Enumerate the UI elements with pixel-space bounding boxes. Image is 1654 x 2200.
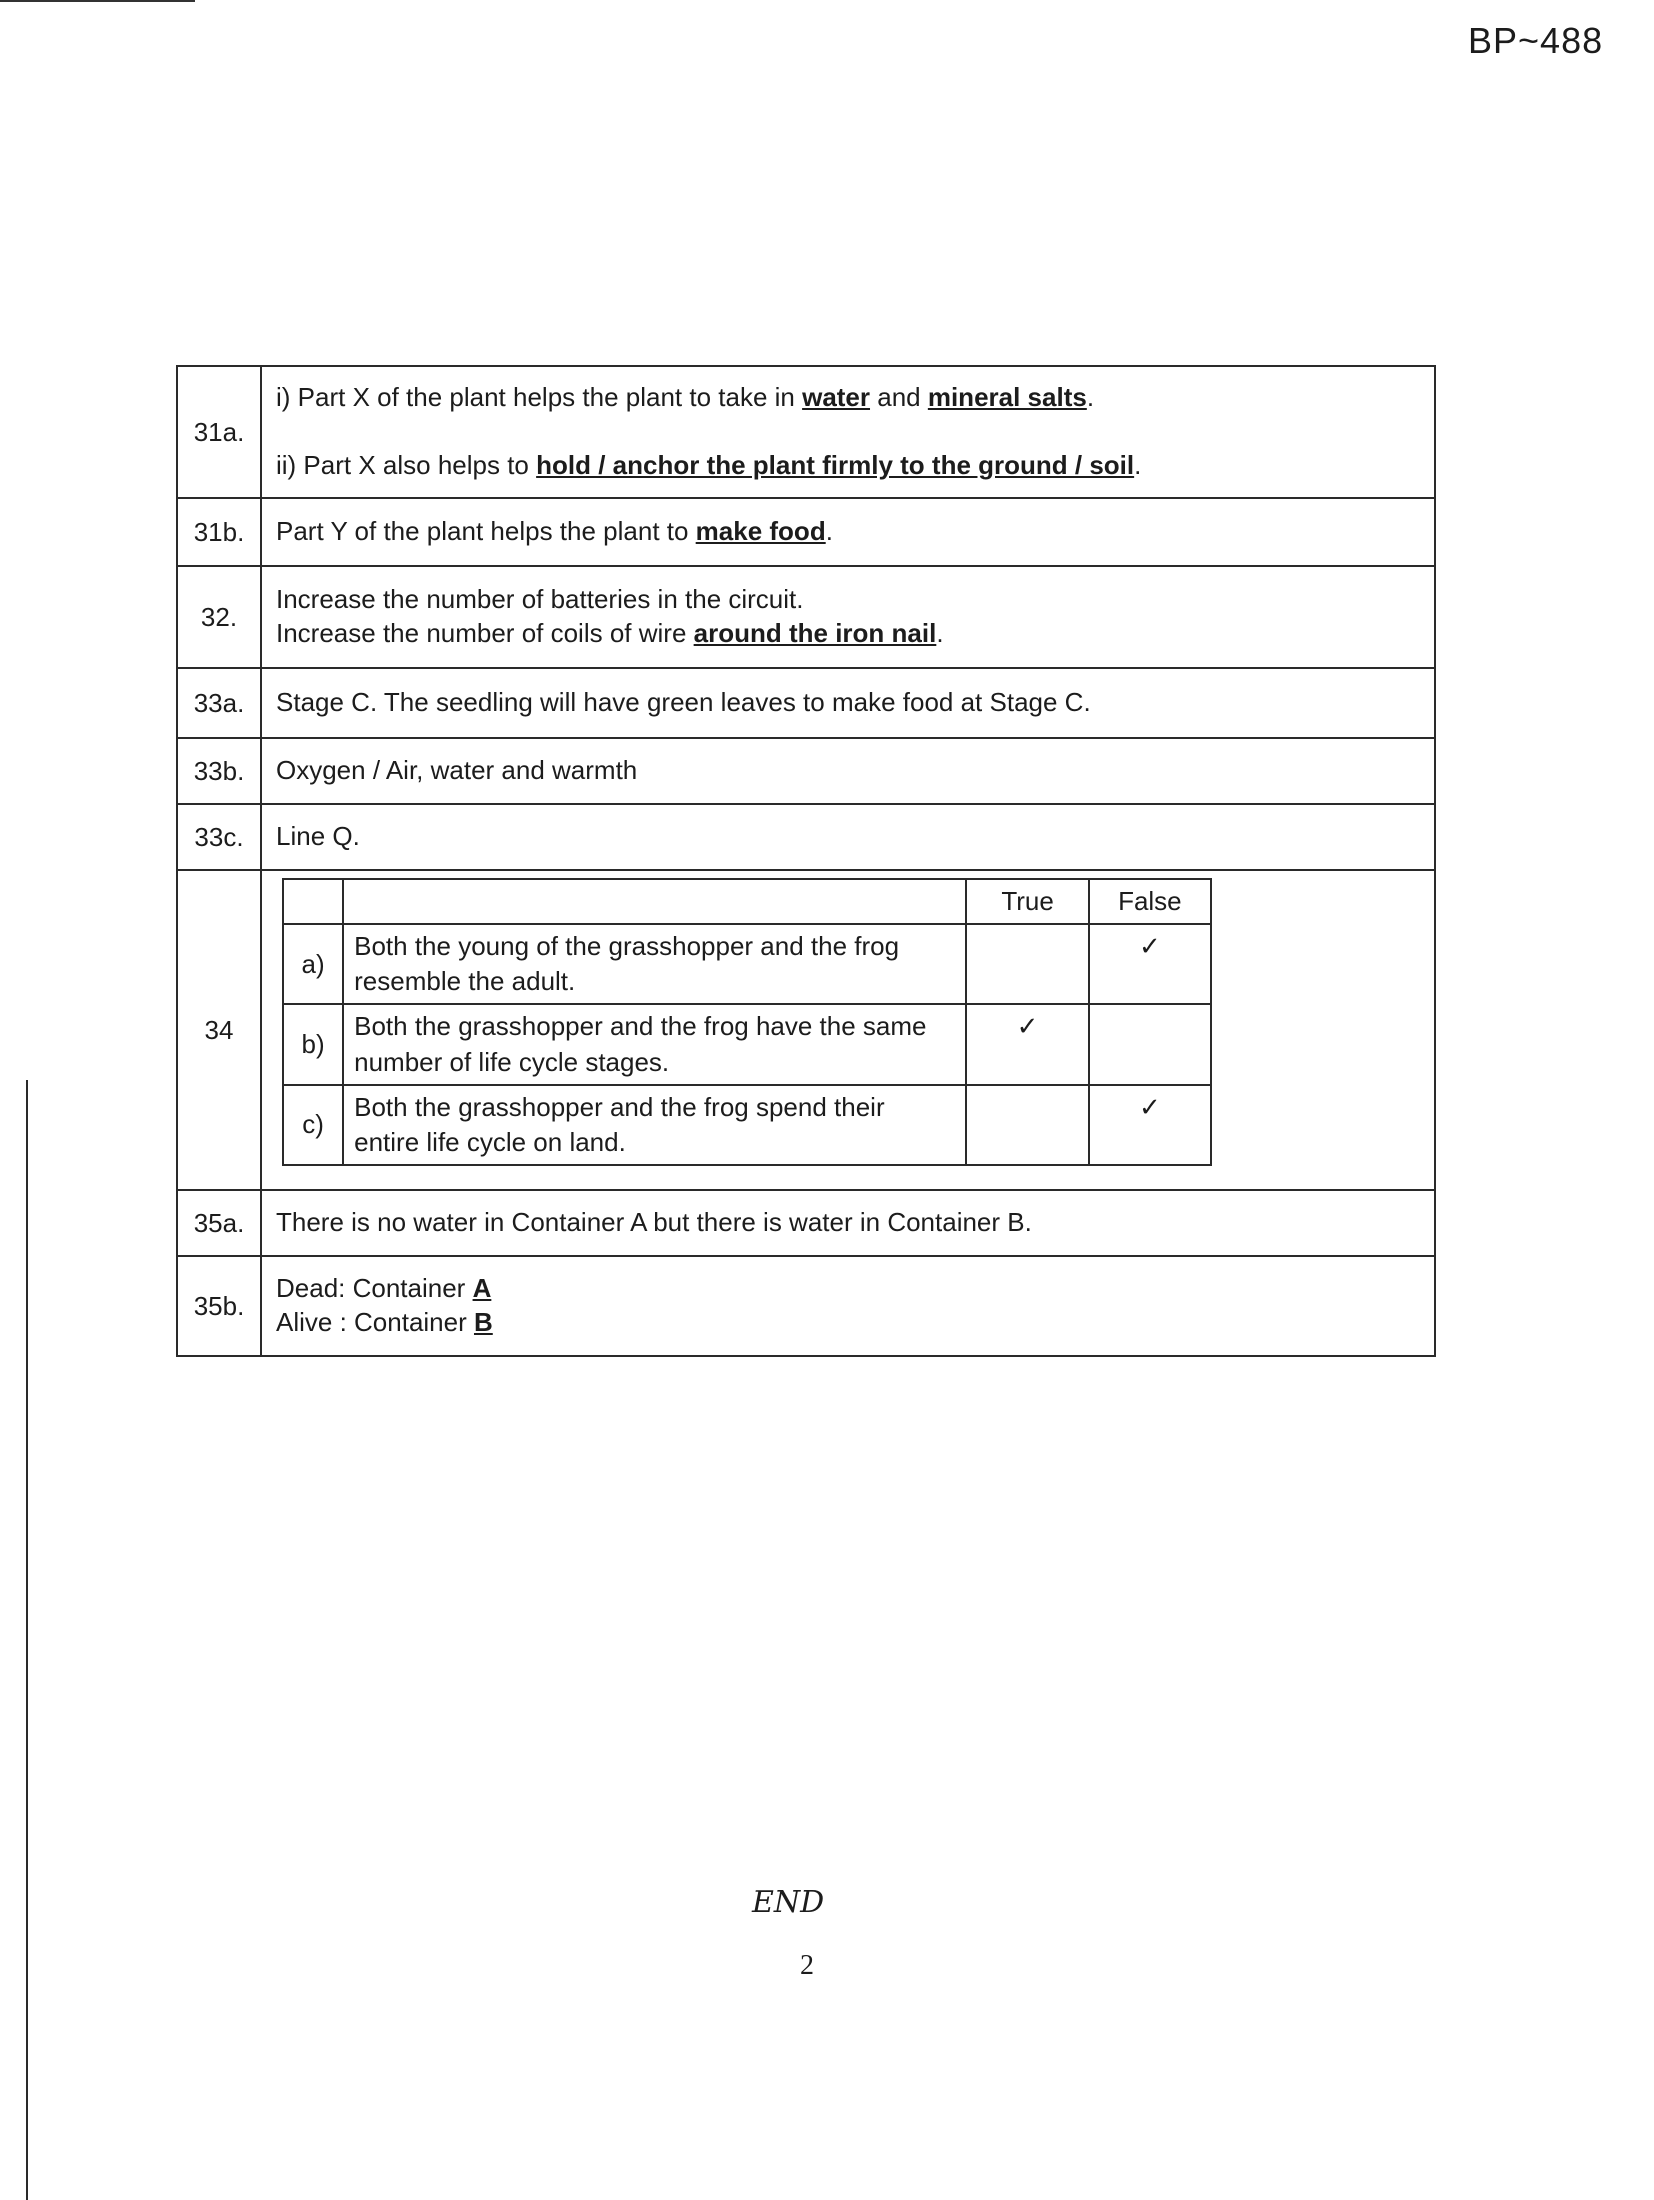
statement-letter: c) (283, 1085, 343, 1165)
statement-text: Both the grasshopper and the frog have the same number of life cycle stages. (343, 1004, 966, 1084)
true-false-cell (261, 870, 1435, 1190)
true-false-table (282, 878, 1212, 1166)
answer-line: Line Q. (276, 821, 360, 852)
answer-line: Part Y of the plant helps the plant to make food. (276, 516, 833, 547)
answer-row-35a (177, 1190, 1435, 1256)
question-number: 31b. (177, 498, 261, 566)
statement-letter: b) (283, 1004, 343, 1084)
keyword: around the iron nail (693, 618, 937, 648)
answer-text (261, 1256, 1435, 1356)
answer-text (261, 366, 1435, 498)
question-number: 33b. (177, 738, 261, 804)
question-number: 33a. (177, 668, 261, 738)
end-mark: END (752, 1885, 825, 1920)
true-tick-cell (966, 924, 1088, 1004)
keyword: water (802, 382, 871, 413)
document-code: BP~488 (1468, 20, 1604, 61)
answer-line: There is no water in Container A but there is water in Container B. (276, 1207, 1032, 1238)
answer-line: Oxygen / Air, water and warmth (276, 755, 638, 786)
answer-line: Increase the number of batteries in the circuit. (276, 584, 804, 615)
statement-row-b (283, 1004, 1211, 1084)
answer-row-35b (177, 1256, 1435, 1356)
answer-text (261, 668, 1435, 738)
statement-letter: a) (283, 924, 343, 1004)
top-rule (0, 0, 195, 2)
question-number: 33c. (177, 804, 261, 870)
true-header: True (966, 879, 1088, 924)
answer-row-34 (177, 870, 1435, 1190)
page-number: 2 (800, 1950, 814, 1981)
statement-row-c (283, 1085, 1211, 1165)
question-number: 34 (177, 870, 261, 1190)
keyword: hold / anchor the plant firmly to the ground / soil (536, 450, 1135, 480)
false-tick-cell: ✓ (1089, 1085, 1211, 1165)
statement-row-a (283, 924, 1211, 1004)
scan-edge-line (26, 1080, 28, 2200)
answer-text (261, 1190, 1435, 1256)
answer-text (261, 566, 1435, 668)
answer-table (176, 365, 1436, 1357)
keyword: A (472, 1273, 492, 1304)
false-header: False (1089, 879, 1211, 924)
question-number: 35a. (177, 1190, 261, 1256)
answer-text (261, 738, 1435, 804)
answer-row-31a (177, 366, 1435, 498)
keyword: B (473, 1307, 493, 1337)
answer-line: Alive : Container B (276, 1307, 493, 1337)
answer-row-31b (177, 498, 1435, 566)
answer-row-33a (177, 668, 1435, 738)
answer-row-33b (177, 738, 1435, 804)
true-false-header-row (283, 879, 1211, 924)
blank-header (283, 879, 343, 924)
true-tick-cell (966, 1085, 1088, 1165)
question-number: 35b. (177, 1256, 261, 1356)
answer-row-32 (177, 566, 1435, 668)
answer-text (261, 804, 1435, 870)
true-tick-cell: ✓ (966, 1004, 1088, 1084)
answer-line: Increase the number of coils of wire around the iron nail. (276, 618, 944, 648)
keyword: mineral salts (927, 382, 1087, 413)
false-tick-cell: ✓ (1089, 924, 1211, 1004)
question-number: 32. (177, 566, 261, 668)
statement-text: Both the grasshopper and the frog spend their entire life cycle on land. (343, 1085, 966, 1165)
answer-row-33c (177, 804, 1435, 870)
answer-line: i) Part X of the plant helps the plant to take in water and mineral salts. (276, 382, 1095, 413)
answer-line: ii) Part X also helps to hold / anchor the plant firmly to the ground / soil. (276, 450, 1142, 480)
answer-text (261, 498, 1435, 566)
answer-line: Dead: Container A (276, 1273, 492, 1304)
statement-text: Both the young of the grasshopper and the frog resemble the adult. (343, 924, 966, 1004)
answer-line: Stage C. The seedling will have green leaves to make food at Stage C. (276, 687, 1091, 718)
question-number: 31a. (177, 366, 261, 498)
false-tick-cell (1089, 1004, 1211, 1084)
statement-header (343, 879, 966, 924)
keyword: make food (695, 516, 826, 547)
